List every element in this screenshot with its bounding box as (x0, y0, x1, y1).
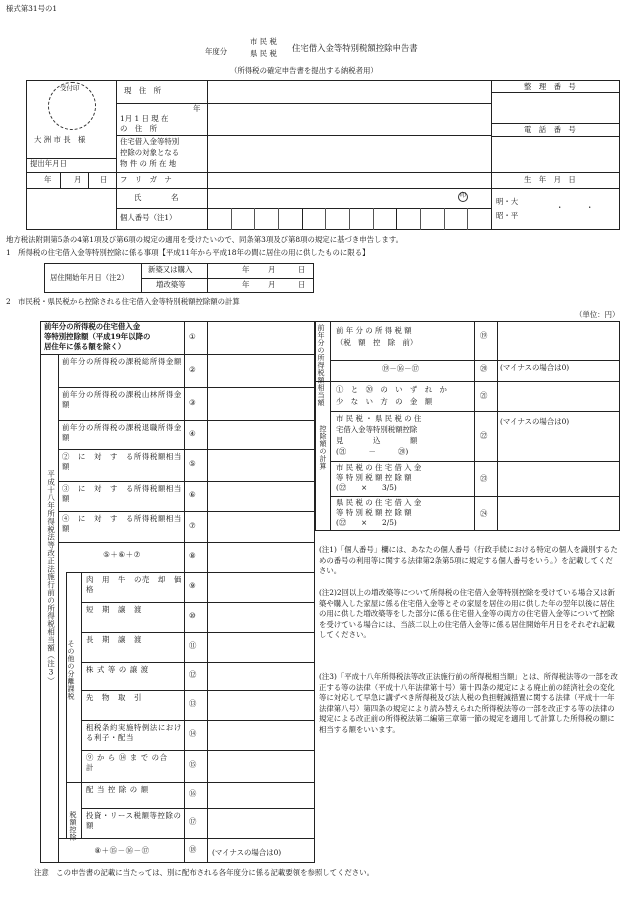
left-row-amount-field[interactable] (208, 603, 314, 631)
mynumber-label: 個人番号（注1） (120, 213, 177, 222)
left-row-number: ⑨ (189, 581, 196, 590)
left-row-amount-field[interactable] (208, 751, 314, 781)
month-unit: 月 (268, 280, 276, 289)
left-head-2: 等特別控除額（平成19年以降の (44, 332, 151, 341)
left-row-number: ⑥ (189, 490, 196, 499)
left-row-label: ④ に 対 す る所得税額相当額 (62, 514, 182, 533)
section2-heading: 2 市民税・県民税から控除される住宅借入金等特別税額控除額の計算 (6, 297, 240, 306)
r23-num: ㉓ (480, 474, 488, 483)
ref-no-label: 整 理 番 号 (524, 82, 576, 91)
mynumber-cell-divider (444, 208, 445, 230)
birth-dot-1: ・ (556, 203, 564, 212)
form-id: 様式第31号の1 (6, 4, 58, 13)
left-row-amount-field[interactable] (208, 633, 314, 661)
r20-label: ⑲－⑯－⑰ (382, 364, 419, 373)
left-row-divider (58, 838, 315, 839)
new-build-label: 新築又は購入 (148, 265, 193, 274)
r22-label-1: 市 民 税 ・ 県 民 税 の 住 (336, 414, 422, 423)
r21-label-1: ① と ⑳ の い ず れ か (336, 385, 447, 394)
left-row-amount-field[interactable] (208, 573, 314, 601)
left-row-number: ⑯ (189, 789, 197, 798)
left-row-number: ⑮ (189, 760, 197, 769)
r22-label-3: 見 込 額 (336, 436, 418, 445)
title-tax-prefecture: 県 民 税 (250, 49, 277, 58)
birth-label: 生 年 月 日 (524, 175, 576, 184)
left-row-amount-field[interactable] (208, 482, 314, 510)
left-row-amount-field[interactable] (208, 691, 314, 719)
submission-year: 年 (44, 175, 52, 184)
left-row-label: 前年分の所得税の課税退職所得金額 (62, 423, 182, 442)
r22-label-2: 宅借入金等特別税額控除 (336, 425, 418, 434)
left-row-number: ③ (189, 397, 196, 407)
intro-text: 地方税法附則第5条の4第1項及び第6項の規定の適用を受けたいので、同条第3項及び第8項の規定に基づき申告します。 (6, 235, 404, 244)
residence-start-label: 居住開始年月日（注2） (50, 273, 129, 282)
left-row-label: 長 期 譲 渡 (86, 635, 142, 644)
r22-note: (マイナスの場合は0) (500, 417, 570, 426)
left-row-label: 先 物 取 引 (86, 693, 142, 702)
left-row-label: ⑤＋⑥＋⑦ (103, 550, 141, 559)
left-row-label: 前年分の所得税の課税総所得金額 (62, 357, 182, 366)
r21-label-2: 少 な い 方 の 金 額 (336, 397, 433, 406)
left-row-label: 株 式 等 の 譲 渡 (86, 665, 149, 674)
left-row-amount-field[interactable] (208, 355, 314, 386)
left-row-amount-field[interactable] (208, 450, 314, 480)
mynumber-cell-divider (325, 208, 326, 230)
left-row-amount-field[interactable] (208, 421, 314, 448)
page-subtitle: （所得税の確定申告書を提出する納税者用） (230, 66, 378, 75)
left-row-amount-field[interactable] (208, 543, 314, 571)
year-unit: 年 (242, 265, 250, 274)
left-row-amount-field[interactable] (208, 388, 314, 419)
submission-day: 日 (100, 175, 108, 184)
month-unit: 月 (268, 265, 276, 274)
left-row-amount-field[interactable] (208, 322, 314, 353)
r19-label-2: （税 額 控 除 前） (336, 338, 418, 347)
vertical-label-separate: その他の分離課税 (67, 640, 76, 700)
left-head-3: 居住年に係る額を除く） (44, 342, 126, 351)
note-3: (注3)「平成十八年所得税法等改正法施行前の所得税相当額」とは、所得税法等の一部を改正する等の法律（平成十八年法律第十号）第十四条の規定による廃止前の経済社会の変化等に対応して早急に講ずべき所得税及び法人税の負担軽減措置に関する法律（平成十一年法律第八号）第四条の規定により読み替えられた所得税法等の一部を改正する等の法律の規定による改正前の所得税法第二編第三章第一節の規定を適用して計算した所得税の額に相当する額をいいます。 (319, 672, 618, 734)
left-row-number: ⑦ (189, 520, 196, 530)
left-row-number: ④ (189, 428, 196, 438)
left-row-number: ⑫ (189, 670, 197, 679)
mynumber-cell-divider (278, 208, 279, 230)
property-label-3: 物 件 の 所 在 地 (120, 159, 177, 168)
r22-label-4: (㉑ － ⑳) (336, 447, 409, 456)
left-row-label: ③ に 対 す る所得税額相当額 (62, 484, 182, 503)
seal-label: 印 (460, 192, 467, 199)
left-row-label: 配 当 控 除 の 額 (86, 785, 149, 794)
address-label: 現 住 所 (124, 86, 161, 95)
left-row-label: 前年分の所得税の課税山林所得金額 (62, 390, 182, 409)
r24-label-1: 県 民 税 の 住 宅 借 入 金 (336, 498, 422, 507)
r23-label-1: 市 民 税 の 住 宅 借 入 金 (336, 463, 422, 472)
left-row-label: 投資・リース税額等控除の額 (86, 811, 182, 830)
row18-note: (マイナスの場合は0) (212, 848, 282, 857)
jan1-year: 年 (193, 104, 201, 113)
mynumber-cell-divider (231, 208, 232, 230)
section1-heading: 1 所得税の住宅借入金等特別控除に係る事項【平成11年から平成18年の間に居住の用に供したものに限る】 (6, 248, 370, 257)
mynumber-cell-divider (349, 208, 350, 230)
jan1-address-label: 1月 1 日 現 在 (120, 114, 169, 123)
mynumber-cell-divider (467, 208, 468, 230)
r24-num: ㉔ (480, 509, 488, 518)
left-row-number: ⑱ (189, 844, 197, 854)
note-1: (注1)「個人番号」欄には、あなたの個人番号（行政手続における特定の個人を識別するための番号の利用等に関する法律第2条第5項に規定する個人番号をいう。）を記載してください。 (319, 545, 618, 576)
day-unit: 日 (298, 265, 306, 274)
mynumber-cell-divider (396, 208, 397, 230)
left-row-number: ① (189, 331, 196, 341)
property-label-2: 控除の対象となる (120, 148, 180, 157)
r23-label-2: 等 特 別 税 額 控 除 額 (336, 473, 412, 482)
r22-num: ㉒ (480, 431, 488, 440)
footer-note: 注意 この申告書の記載に当たっては、別に配布される各年度分に係る記載要領を参照してください。 (34, 868, 374, 877)
left-row-number: ⑬ (189, 699, 197, 708)
r19-num: ⑲ (480, 331, 488, 340)
left-row-label: 租税条約実施特例法における利子・配当 (86, 723, 182, 742)
submission-month: 月 (74, 175, 82, 184)
left-row-number: ⑩ (189, 611, 196, 620)
left-row-number: ⑰ (189, 817, 197, 826)
r20-note: (マイナスの場合は0) (500, 363, 570, 372)
property-label: 住宅借入金等特別 (120, 137, 180, 146)
vertical-label-prior-tax: 前年分の所得税額相当額 (317, 324, 326, 407)
name-label: 氏 名 (134, 193, 179, 202)
phone-label: 電 話 番 号 (524, 125, 576, 134)
jan1-address-label-2: の 住 所 (120, 124, 157, 133)
note-2: (注2)2回以上の増改築等について所得税の住宅借入金等特別控除を受けている場合又は新築や購入した家屋に係る住宅借入金等とその家屋を居住の用に供した年の翌年以後に居住の用に供した増改築等をした部分に係る住宅借入金等の両方の住宅借入金等について控除を受けている場合には、当該二以上の住宅借入金等に係る居住開始年月日をそれぞれ記載してください。 (319, 588, 615, 640)
unit-label: （単位：円） (575, 310, 620, 319)
vertical-label-pre-reform: 平成十八年所得税法等改正法施行前の所得税相当額（注3） (46, 470, 56, 685)
left-row-number: ⑪ (189, 641, 197, 650)
vertical-label-calc: 控除額の計算 (319, 425, 328, 470)
r24-label-3: (㉒ × 2/5) (336, 518, 397, 527)
r24-label-2: 等 特 別 税 額 控 除 額 (336, 508, 412, 517)
left-row-label: ② に 対 す る所得税額相当額 (62, 452, 182, 471)
left-row-amount-field[interactable] (208, 783, 314, 807)
left-row-amount-field[interactable] (208, 721, 314, 749)
left-row-label: 肉 用 牛 の売 却 価 格 (86, 575, 190, 594)
year-unit: 年 (242, 280, 250, 289)
left-row-amount-field[interactable] (208, 663, 314, 689)
left-row-label: ⑨ か ら ⑭ ま で の合 計 (86, 753, 208, 772)
left-row-number: ② (189, 364, 196, 374)
r19-label-1: 前 年 分 の 所 得 税 額 (336, 326, 412, 335)
page-title: 住宅借入金等特別税額控除申告書 (292, 43, 418, 53)
submission-label: 提出年月日 (30, 159, 67, 168)
r21-num: ㉑ (480, 391, 488, 400)
mynumber-cell-divider (373, 208, 374, 230)
mynumber-cell-divider (420, 208, 421, 230)
left-row-label: 短 期 譲 渡 (86, 605, 142, 614)
r20-num: ⑳ (480, 364, 488, 373)
left-row-number: ⑭ (189, 729, 197, 738)
left-row-number: ⑤ (189, 459, 196, 468)
addressee: 大 洲 市 長 様 (34, 135, 86, 144)
day-unit: 日 (298, 280, 306, 289)
renovation-label: 増改築等 (156, 280, 186, 289)
title-tax-city: 市 民 税 (250, 37, 277, 46)
furigana-label: フ リ ガ ナ (120, 175, 172, 184)
stamp-label: 受付印 (60, 84, 80, 92)
era-option-1: 明・大 (496, 197, 519, 206)
mynumber-cell-divider (254, 208, 255, 230)
left-row-label: ⑧＋⑮－⑯－⑰ (94, 846, 150, 855)
r23-label-3: (㉒ × 3/5) (336, 483, 397, 492)
mynumber-cell-divider (302, 208, 303, 230)
left-head-1: 前年分の所得税の住宅借入金 (44, 322, 141, 331)
era-option-2: 昭・平 (496, 211, 519, 220)
birth-dot-2: ・ (586, 203, 594, 212)
left-row-amount-field[interactable] (208, 809, 314, 837)
vertical-label-deduction: 税額控除 (69, 811, 78, 841)
title-prefix: 年度分 (205, 47, 228, 56)
left-row-amount-field[interactable] (208, 512, 314, 541)
left-row-number: ⑧ (189, 551, 196, 560)
